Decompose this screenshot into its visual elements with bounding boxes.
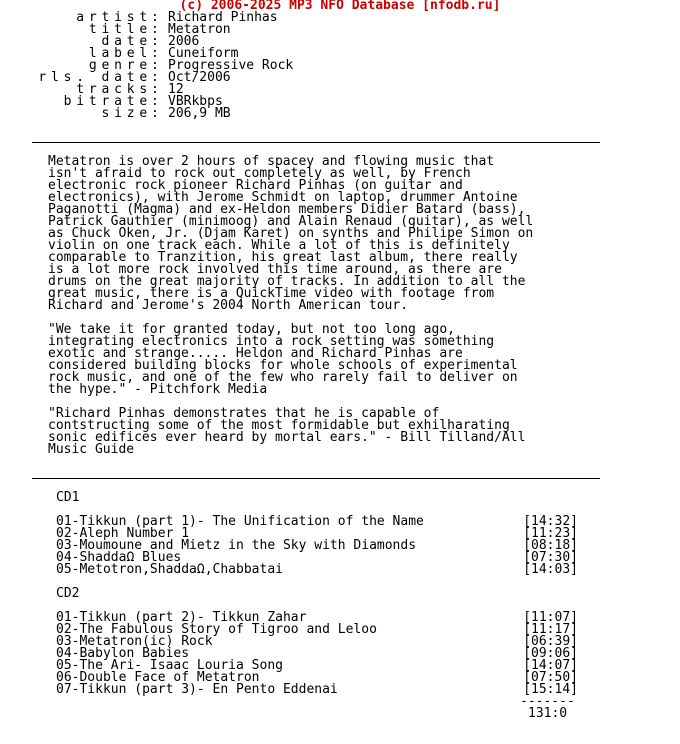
review-paragraph-3: "Richard Pinhas demonstrates that he is capable of contstructing some of the most formidable but exhilharating sonic edifices ever heard by mortal ears." - Bill Tilland/All Music Guide: [48, 406, 526, 457]
track-title: 05-The Ari- Isaac Louria Song: [56, 658, 283, 673]
field-label: title: [88, 22, 152, 37]
track-duration: [07:50]: [523, 670, 578, 685]
track-duration: [14:32]: [523, 514, 578, 529]
field-separator: :: [151, 46, 159, 61]
field-label: date: [101, 34, 152, 49]
field-separator: :: [151, 70, 159, 85]
track-title: 02-The Fabulous Story of Tigroo and Leloo: [56, 622, 377, 637]
field-value: Richard Pinhas: [168, 10, 278, 25]
cd1-heading: CD1: [56, 490, 80, 505]
field-value: VBRkbps: [168, 94, 223, 109]
field-value: 12: [168, 82, 184, 97]
review-paragraph-2: "We take it for granted today, but not too long ago, integrating electronics into a rock setting was something exotic and strange..... Heldon and Richard Pinhas are considered building blocks for whole schools of experimental rock music, and one of the few who rarely fail to deliver on the hype." - Pitchfork Media: [48, 322, 518, 397]
field-value: Oct/2006: [168, 70, 231, 85]
field-value: Cuneiform: [168, 46, 239, 61]
total-rule: -------: [520, 694, 575, 709]
field-separator: :: [151, 94, 159, 109]
field-value: Progressive Rock: [168, 58, 294, 73]
track-row: [56, 564, 578, 576]
nfodb-banner: (c) 2006-2025 MP3 NFO Database [nfodb.ru]: [179, 0, 501, 13]
field-label: bitrate: [63, 94, 152, 109]
track-title: 01-Tikkun (part 1)- The Unification of the Name: [56, 514, 424, 529]
cd2-heading: CD2: [56, 586, 80, 601]
field-label: label: [88, 46, 152, 61]
track-title: 07-Tikkun (part 3)- En Pento Eddenai: [56, 682, 338, 697]
divider-top: [32, 142, 600, 143]
track-duration: [15:14]: [523, 682, 578, 697]
track-title: 06-Double Face of Metatron: [56, 670, 260, 685]
track-duration: [14:07]: [523, 658, 578, 673]
track-title: 03-Moumoune and Mietz in the Sky with Diamonds: [56, 538, 417, 553]
track-duration: [06:39]: [523, 634, 578, 649]
track-title: 04-Babylon Babies: [56, 646, 190, 661]
track-duration: [08:18]: [523, 538, 578, 553]
field-separator: :: [151, 82, 159, 97]
track-title: 05-Metotron,ShaddaΩ,Chabbatai: [56, 562, 283, 577]
field-label: tracks: [76, 82, 152, 97]
track-title: 02-Aleph Number 1: [56, 526, 190, 541]
track-duration: [07:30]: [523, 550, 578, 565]
field-separator: :: [151, 22, 159, 37]
track-title: 04-ShaddaΩ Blues: [56, 550, 182, 565]
track-title: 03-Metatron(ic) Rock: [56, 634, 213, 649]
field-separator: :: [151, 106, 159, 121]
field-separator: :: [151, 34, 159, 49]
review-paragraph-1: Metatron is over 2 hours of spacey and flowing music that isn't afraid to rock out completely as well, by French electronic rock pioneer Richard Pinhas (on guitar and electronics), with Jerome Schmidt on laptop, drummer Antoine Paganotti (Magma) and ex-Heldon members Didier Batard (bass), Patrick Gauthier (minimoog) and Alain Renaud (guitar), as well as Chuck Oken, Jr. (Djam Karet) on synths and Philipe Simon on violin on one track each. While a lot of this is definitely comparable to Tranzition, his great last album, there really is a lot more rock involved this time around, as there are drums on the great majority of tracks. In addition to all the great music, there is a QuickTime video with footage from Richard and Jerome's 2004 North American tour.: [48, 154, 534, 313]
field-label: rls. date: [38, 70, 152, 85]
track-duration: [11:07]: [523, 610, 578, 625]
field-label: genre: [88, 58, 152, 73]
field-label: artist: [76, 10, 152, 25]
field-row: [0, 108, 680, 120]
divider-bottom: [32, 478, 600, 479]
field-value: Metatron: [168, 22, 231, 37]
field-separator: :: [151, 58, 159, 73]
track-row: [56, 684, 578, 696]
field-value: 206,9 MB: [168, 106, 231, 121]
track-title: 01-Tikkun (part 2)- Tikkun Zahar: [56, 610, 307, 625]
track-duration: [14:03]: [523, 562, 578, 577]
track-duration: [09:06]: [523, 646, 578, 661]
total-playtime: 131:0: [528, 706, 568, 721]
track-duration: [11:17]: [523, 622, 578, 637]
field-label: size: [101, 106, 152, 121]
field-separator: :: [151, 10, 159, 25]
field-value: 2006: [168, 34, 200, 49]
track-duration: [11:23]: [523, 526, 578, 541]
